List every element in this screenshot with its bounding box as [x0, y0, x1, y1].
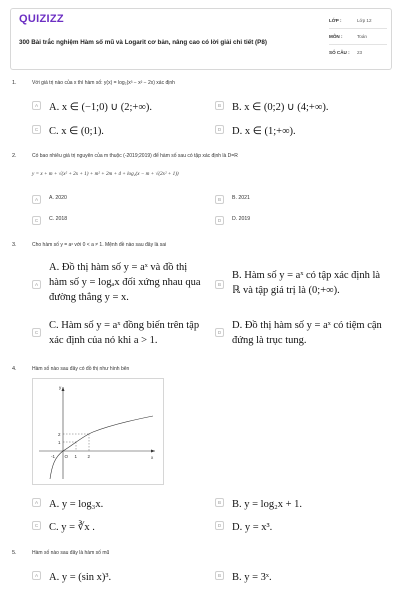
worksheet-header	[10, 8, 392, 70]
quizizz-logo: QUIZIZZ	[19, 13, 64, 25]
option-badge: B	[215, 195, 224, 204]
y-axis-label: y	[59, 385, 62, 390]
option-badge: C	[32, 216, 41, 225]
option-text: B. Hàm số y = aˣ có tập xác định là ℝ và tập giá trị là (0;+∞).	[232, 270, 381, 297]
option-text: A. Đồ thị hàm số y = aˣ và đồ thị hàm số y = logₐx đối xứng nhau qua đường thẳng y = x.	[49, 262, 201, 304]
option-badge: B	[215, 571, 224, 580]
option-badge: D	[215, 125, 224, 134]
question-number: 4.	[12, 366, 17, 372]
option-a[interactable]	[32, 497, 103, 512]
option-c[interactable]	[32, 124, 104, 139]
option-text: D. 2019	[232, 216, 251, 222]
option-text: A. y = (sin x)³.	[49, 572, 112, 583]
question-text: Hàm số nào sau đây có đồ thị như hình bên	[32, 366, 130, 372]
option-badge: A	[32, 195, 41, 204]
option-b[interactable]	[215, 100, 328, 115]
option-text: C. 2018	[49, 216, 68, 222]
tick-label-y: 1	[58, 440, 61, 445]
option-badge: D	[215, 216, 224, 225]
option-a[interactable]	[32, 194, 67, 204]
option-text: B. y = 3ˣ.	[232, 572, 272, 583]
option-text: D. y = x³.	[232, 522, 273, 533]
meta-row-count	[329, 45, 387, 60]
option-d[interactable]	[215, 520, 272, 535]
function-curve	[50, 416, 153, 479]
question-text: Hàm số nào sau đây là hàm số mũ	[32, 550, 110, 556]
option-text: A. x ∈ (−1;0) ∪ (2;+∞).	[49, 102, 152, 113]
option-text: B. y = log₂x + 1.	[232, 499, 303, 510]
tick-label-x: -1	[51, 454, 56, 459]
meta-row-class	[329, 13, 387, 29]
meta-value: 23	[357, 50, 363, 55]
question-number: 3.	[12, 242, 17, 248]
meta-value: Lớp 12	[357, 18, 372, 23]
meta-value: Toán	[357, 34, 367, 39]
option-badge: A	[32, 101, 41, 110]
option-badge: B	[215, 101, 224, 110]
option-c[interactable]	[32, 520, 95, 535]
option-b[interactable]	[215, 194, 250, 204]
option-text: C. y = ∛x .	[49, 522, 95, 533]
option-badge: A	[32, 280, 41, 289]
option-badge: A	[32, 498, 41, 507]
meta-label: MÔN :	[329, 34, 343, 39]
option-text: C. Hàm số y = aˣ đồng biến trên tập xác định của nó khi a > 1.	[49, 320, 200, 347]
option-badge: A	[32, 571, 41, 580]
function-graph	[32, 378, 164, 485]
meta-table	[329, 13, 387, 60]
option-b[interactable]	[215, 570, 272, 585]
x-axis-label: x	[151, 455, 154, 460]
option-text: D. Đồ thị hàm số y = aˣ có tiệm cận đứng là trục tung.	[232, 320, 382, 347]
tick-label-x: 2	[87, 454, 91, 459]
option-c[interactable]	[32, 318, 207, 348]
option-badge: C	[32, 328, 41, 337]
question-formula: y = x + m + √(x² + 2x + 1) + m² + 2m + 4 + log₂(x − m + √(2x² + 1))	[32, 171, 179, 177]
option-d[interactable]	[215, 124, 296, 139]
question-text: Với giá trị nào của x thì hàm số: y(x) = log₂(x³ − x² − 2x) xác định	[32, 80, 175, 86]
option-a[interactable]	[32, 260, 207, 306]
option-d[interactable]	[215, 215, 250, 225]
question-number: 2.	[12, 153, 17, 159]
option-text: A. 2020	[49, 195, 67, 201]
option-text: B. x ∈ (0;2) ∪ (4;+∞).	[232, 102, 329, 113]
option-badge: B	[215, 498, 224, 507]
tick-label-x: 1	[74, 454, 78, 459]
option-badge: D	[215, 328, 224, 337]
question-number: 1.	[12, 80, 17, 86]
option-text: B. 2021	[232, 195, 250, 201]
option-d[interactable]	[215, 318, 387, 348]
option-text: D. x ∈ (1;+∞).	[232, 126, 296, 137]
origin-label: O	[64, 454, 69, 459]
meta-label: SỐ CÂU :	[329, 50, 350, 55]
option-badge: C	[32, 521, 41, 530]
option-b[interactable]	[215, 268, 387, 298]
question-number: 5.	[12, 550, 17, 556]
graph-svg	[33, 379, 163, 484]
option-text: A. y = log₃x.	[49, 499, 104, 510]
option-a[interactable]	[32, 570, 111, 585]
option-badge: B	[215, 280, 224, 289]
option-a[interactable]	[32, 100, 152, 115]
tick-label-y: 2	[58, 432, 61, 437]
meta-label: LỚP :	[329, 18, 342, 23]
document-title: 300 Bài trắc nghiệm Hàm số mũ và Logarit cơ bản, nâng cao có lời giải chi tiết (P8)	[19, 39, 267, 46]
question-text: Cho hàm số y = aˣ với 0 < a ≠ 1. Mệnh đề nào sau đây là sai	[32, 242, 167, 248]
option-text: C. x ∈ (0;1).	[49, 126, 104, 137]
question-text: Có bao nhiêu giá trị nguyên của m thuộc (-2019;2019) để hàm số sau có tập xác định là D=R	[32, 153, 238, 159]
option-badge: C	[32, 125, 41, 134]
option-b[interactable]	[215, 497, 302, 512]
option-badge: D	[215, 521, 224, 530]
option-c[interactable]	[32, 215, 67, 225]
meta-row-subject	[329, 29, 387, 45]
